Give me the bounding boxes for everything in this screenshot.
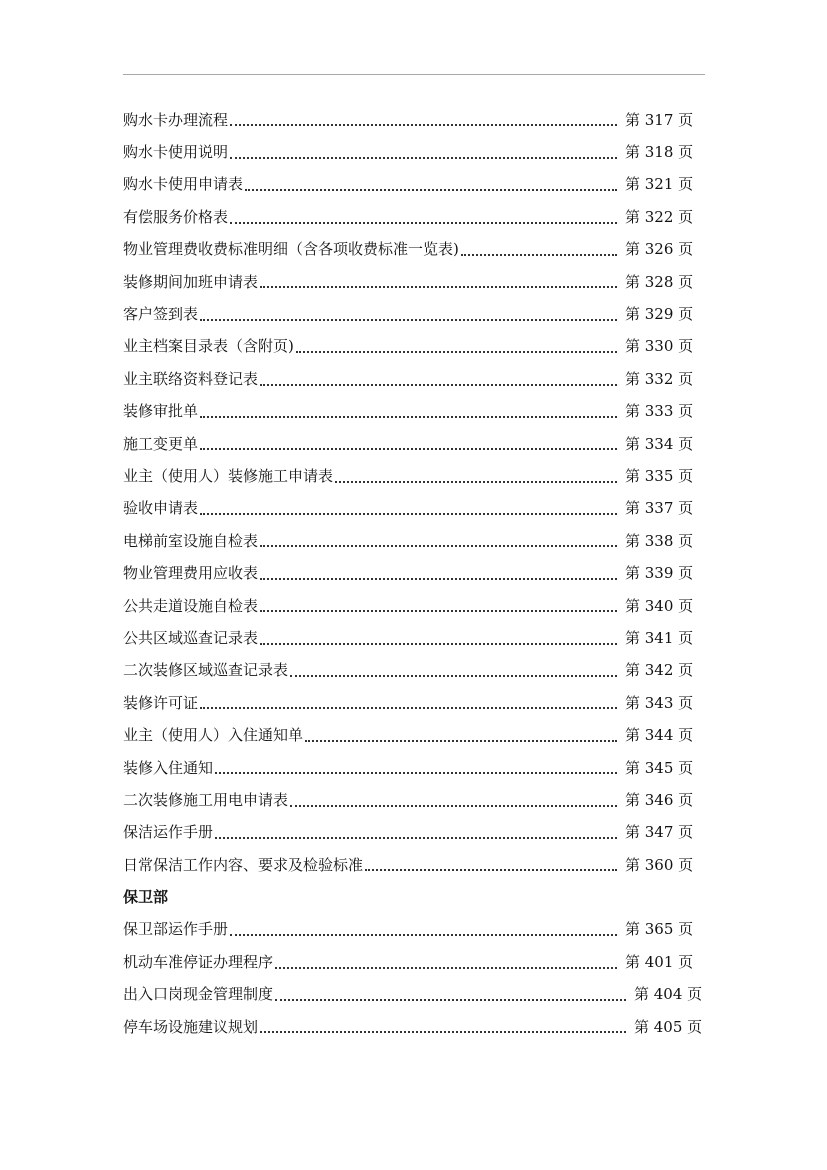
- toc-entry[interactable]: [123, 751, 723, 783]
- toc-entry[interactable]: [123, 848, 723, 880]
- toc-entry-title: 购水卡使用申请表: [123, 175, 244, 194]
- toc-entry-page: 第 330 页: [625, 337, 694, 356]
- section-heading-title: 保卫部: [123, 888, 169, 907]
- toc-entry[interactable]: [123, 816, 723, 848]
- toc-entry-title: 物业管理费收费标准明细（含各项收费标准一览表): [123, 240, 459, 259]
- toc-entry-title: 验收申请表: [123, 499, 199, 518]
- toc-entry-page: 第 317 页: [625, 110, 694, 129]
- toc-entry-title: 施工变更单: [123, 434, 199, 453]
- toc-entry[interactable]: [123, 1010, 723, 1042]
- dot-leader: [200, 416, 617, 418]
- toc-entry-title: 客户签到表: [123, 305, 199, 324]
- dot-leader: [245, 189, 617, 191]
- toc-entry-title: 保洁运作手册: [123, 823, 214, 842]
- toc-entry-page: 第 318 页: [625, 143, 694, 162]
- toc-entry-title: 公共区域巡查记录表: [123, 628, 259, 647]
- dot-leader: [461, 254, 617, 256]
- toc-entry-page: 第 404 页: [634, 985, 703, 1004]
- table-of-contents: [123, 103, 723, 1042]
- toc-entry-title: 装修期间加班申请表: [123, 272, 259, 291]
- toc-entry-page: 第 405 页: [634, 1017, 703, 1036]
- toc-entry-title: 物业管理费用应收表: [123, 564, 259, 583]
- toc-entry[interactable]: [123, 492, 723, 524]
- toc-entry[interactable]: [123, 945, 723, 977]
- dot-leader: [335, 481, 617, 483]
- dot-leader: [305, 740, 617, 742]
- dot-leader: [275, 967, 617, 969]
- toc-entry-title: 装修入住通知: [123, 758, 214, 777]
- toc-entry-title: 装修许可证: [123, 693, 199, 712]
- toc-entry[interactable]: [123, 103, 723, 135]
- toc-entry[interactable]: [123, 524, 723, 556]
- toc-entry[interactable]: [123, 265, 723, 297]
- toc-entry-title: 日常保洁工作内容、要求及检验标准: [123, 855, 364, 874]
- toc-entry-title: 二次装修施工用电申请表: [123, 790, 289, 809]
- toc-entry-title: 业主联络资料登记表: [123, 369, 259, 388]
- toc-entry-page: 第 347 页: [625, 823, 694, 842]
- toc-entry-page: 第 344 页: [625, 726, 694, 745]
- toc-entry-page: 第 322 页: [625, 207, 694, 226]
- dot-leader: [365, 869, 617, 871]
- toc-entry[interactable]: [123, 621, 723, 653]
- toc-entry-title: 购水卡办理流程: [123, 110, 229, 129]
- dot-leader: [260, 384, 617, 386]
- toc-entry-title: 保卫部运作手册: [123, 920, 229, 939]
- toc-entry[interactable]: [123, 718, 723, 750]
- toc-entry[interactable]: [123, 135, 723, 167]
- toc-entry-page: 第 332 页: [625, 369, 694, 388]
- dot-leader: [230, 124, 617, 126]
- dot-leader: [200, 448, 617, 450]
- dot-leader: [260, 286, 617, 288]
- dot-leader: [290, 805, 617, 807]
- toc-entry-page: 第 321 页: [625, 175, 694, 194]
- header-rule: [123, 74, 705, 75]
- toc-entry-page: 第 333 页: [625, 402, 694, 421]
- toc-entry[interactable]: [123, 330, 723, 362]
- toc-entry-page: 第 338 页: [625, 531, 694, 550]
- dot-leader: [200, 319, 617, 321]
- toc-entry[interactable]: [123, 913, 723, 945]
- toc-entry-page: 第 326 页: [625, 240, 694, 259]
- toc-entry-page: 第 337 页: [625, 499, 694, 518]
- toc-entry-title: 二次装修区域巡查记录表: [123, 661, 289, 680]
- toc-entry-page: 第 365 页: [625, 920, 694, 939]
- toc-entry-title: 购水卡使用说明: [123, 143, 229, 162]
- toc-entry-page: 第 328 页: [625, 272, 694, 291]
- toc-entry-page: 第 339 页: [625, 564, 694, 583]
- toc-entry[interactable]: [123, 654, 723, 686]
- toc-entry-title: 电梯前室设施自检表: [123, 531, 259, 550]
- dot-leader: [230, 934, 617, 936]
- toc-entry-page: 第 346 页: [625, 790, 694, 809]
- dot-leader: [215, 772, 617, 774]
- dot-leader: [296, 351, 617, 353]
- toc-entry[interactable]: [123, 686, 723, 718]
- toc-entry[interactable]: [123, 783, 723, 815]
- toc-entry-title: 机动车准停证办理程序: [123, 952, 274, 971]
- toc-entry-page: 第 343 页: [625, 693, 694, 712]
- toc-entry[interactable]: [123, 362, 723, 394]
- toc-entry-page: 第 401 页: [625, 952, 694, 971]
- toc-entry-title: 出入口岗现金管理制度: [123, 985, 274, 1004]
- toc-entry-page: 第 345 页: [625, 758, 694, 777]
- toc-entry[interactable]: [123, 556, 723, 588]
- dot-leader: [200, 513, 617, 515]
- dot-leader: [275, 999, 626, 1001]
- toc-entry-title: 停车场设施建议规划: [123, 1017, 259, 1036]
- toc-entry[interactable]: [123, 589, 723, 621]
- toc-entry[interactable]: [123, 168, 723, 200]
- dot-leader: [230, 222, 617, 224]
- toc-entry-page: 第 335 页: [625, 466, 694, 485]
- toc-entry-title: 装修审批单: [123, 402, 199, 421]
- toc-entry[interactable]: [123, 459, 723, 491]
- toc-entry[interactable]: [123, 297, 723, 329]
- toc-entry-page: 第 341 页: [625, 628, 694, 647]
- toc-entry-page: 第 334 页: [625, 434, 694, 453]
- toc-entry-title: 业主（使用人）入住通知单: [123, 726, 304, 745]
- toc-entry[interactable]: [123, 233, 723, 265]
- section-heading: [123, 880, 723, 912]
- toc-entry-title: 业主档案目录表（含附页): [123, 337, 294, 356]
- toc-entry-title: 有偿服务价格表: [123, 207, 229, 226]
- dot-leader: [215, 837, 617, 839]
- dot-leader: [260, 610, 617, 612]
- dot-leader: [260, 643, 617, 645]
- dot-leader: [260, 578, 617, 580]
- toc-entry-title: 公共走道设施自检表: [123, 596, 259, 615]
- toc-entry-page: 第 340 页: [625, 596, 694, 615]
- dot-leader: [230, 157, 617, 159]
- toc-entry-page: 第 329 页: [625, 305, 694, 324]
- toc-entry[interactable]: [123, 200, 723, 232]
- toc-entry[interactable]: [123, 978, 723, 1010]
- toc-entry[interactable]: [123, 395, 723, 427]
- dot-leader: [260, 1031, 626, 1033]
- dot-leader: [260, 545, 617, 547]
- dot-leader: [290, 675, 617, 677]
- dot-leader: [200, 707, 617, 709]
- toc-entry-page: 第 360 页: [625, 855, 694, 874]
- toc-entry[interactable]: [123, 427, 723, 459]
- toc-entry-title: 业主（使用人）装修施工申请表: [123, 466, 334, 485]
- toc-entry-page: 第 342 页: [625, 661, 694, 680]
